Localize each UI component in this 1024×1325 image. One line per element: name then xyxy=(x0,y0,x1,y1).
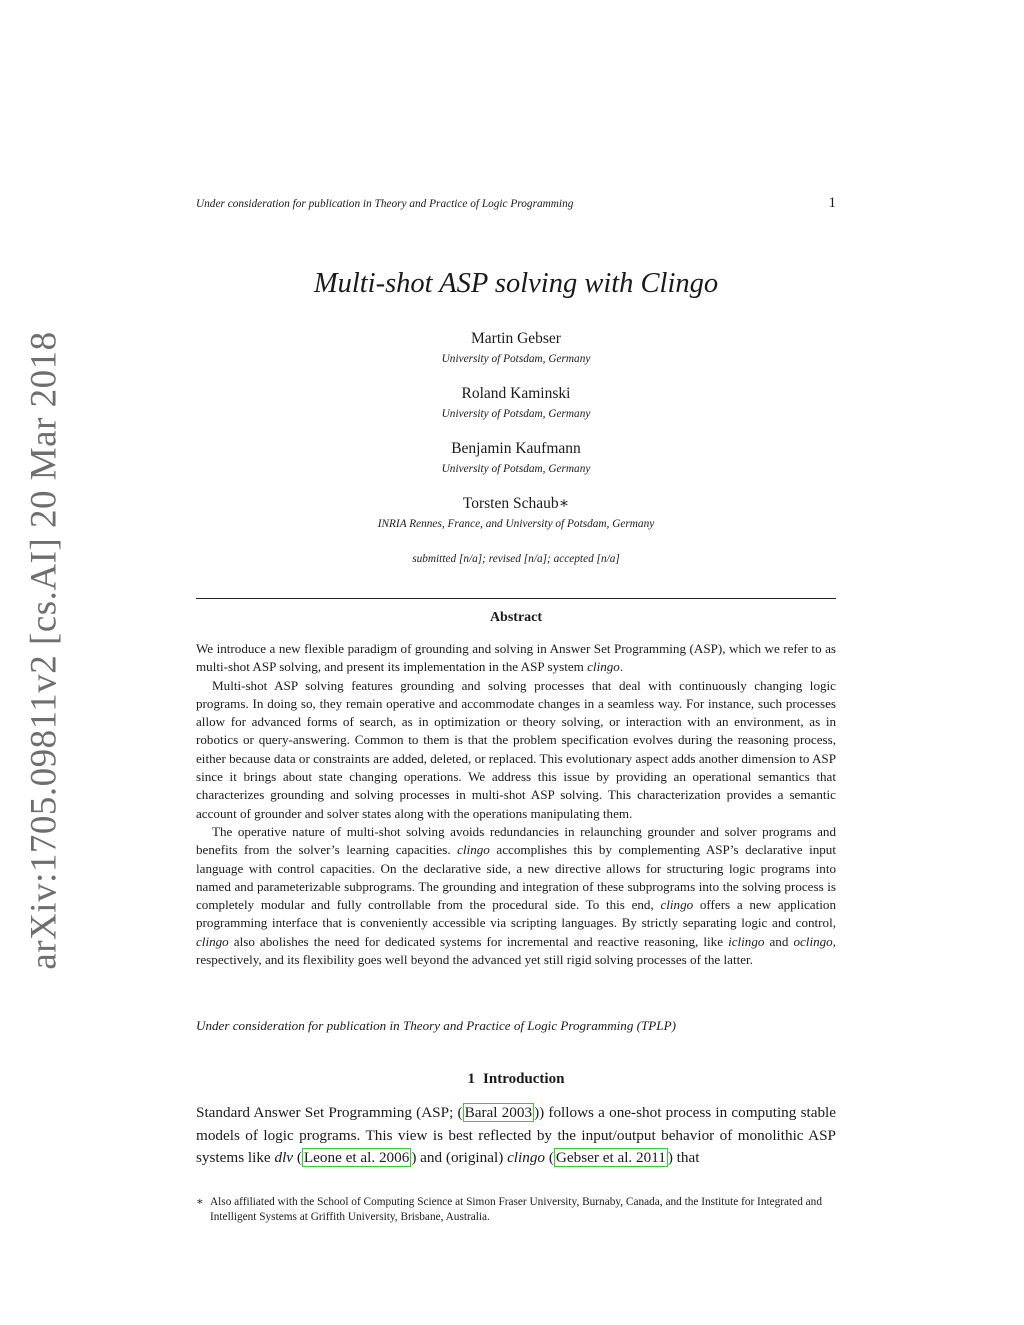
author-name: Benjamin Kaufmann xyxy=(451,440,581,457)
section-number: 1 xyxy=(467,1071,476,1087)
publication-note: Under consideration for publication in Theory and Practice of Logic Programming (TPLP) xyxy=(196,1018,676,1033)
author-block-schaub xyxy=(196,495,836,531)
author-affiliation: University of Potsdam, Germany xyxy=(441,408,591,420)
intro-text: )) follows a one-shot process in computing stable models of logic programs. This view is best reflected by the input/output behavior of monolithic ASP systems like xyxy=(196,1104,837,1166)
abstract-body xyxy=(196,640,836,969)
abstract-paragraph xyxy=(196,640,836,677)
abstract-text: We introduce a new flexible paradigm of grounding and solving in Answer Set Programming (ASP), which we refer to as multi-shot ASP solving, and present its implementation in the ASP system xyxy=(196,641,836,675)
abstract-text: accomplishes this by complementing ASP’s declarative input language with control capacities. On the declarative side, a new directive allows for structuring logic programs into named and parameterizable subprograms. The grounding and integration of these subprograms into the solving process is completely modular and fully controllable from the procedural side. To this end, xyxy=(196,842,836,913)
section-heading xyxy=(196,1071,836,1088)
system-name: clingo xyxy=(507,1149,546,1166)
introduction-body xyxy=(196,1102,836,1170)
system-name: iclingo xyxy=(728,933,765,949)
abstract-paragraph: Multi-shot ASP solving features grounding and solving processes that deal with continuously changing logic programs. In doing so, they remain operative and accommodate changes in a seamless way. For instance, such processes allow for advanced forms of search, as in optimization or theory solving, or interaction with an environment, as in robotics or query-answering. Common to them is that the problem specification evolves during the reasoning process, either because data or constraints are added, deleted, or replaced. This evolutionary aspect adds another dimension to ASP since it brings about state changing operations. We address this issue by providing an operational semantics that characterizes grounding and solving processes in multi-shot ASP solving. This characterization provides a semantic account of grounder and solver states along with the operations manipulating them. xyxy=(196,677,836,821)
system-name: dlv xyxy=(274,1149,294,1166)
author-name-with-footnote xyxy=(196,495,836,513)
running-head-text: Under consideration for publication in Theory and Practice of Logic Programming xyxy=(196,198,574,210)
abstract-heading: Abstract xyxy=(489,610,543,625)
author-block-kaminski xyxy=(196,385,836,421)
intro-paragraph xyxy=(196,1102,836,1170)
author-name: Roland Kaminski xyxy=(461,385,571,402)
citation-link-gebser[interactable]: Gebser et al. 2011 xyxy=(555,1149,666,1166)
abstract-text: , respectively, and its flexibility goes well beyond the advanced yet still rigid solving processes of the latter. xyxy=(196,933,837,968)
submission-status: submitted [n/a]; revised [n/a]; accepted [n/a] xyxy=(412,553,620,565)
author-affiliation: University of Potsdam, Germany xyxy=(441,463,591,475)
system-name: clingo xyxy=(587,659,620,675)
footnote-text: Also affiliated with the School of Computing Science at Simon Fraser University, Burnaby, Canada, and the Institute for Integrated and Intelligent Systems at Griffith University, Brisbane, Australia. xyxy=(210,1196,822,1223)
running-head xyxy=(196,195,836,212)
intro-text: ( xyxy=(293,1149,302,1166)
system-name: clingo xyxy=(660,897,694,913)
intro-text: ) that xyxy=(667,1149,700,1166)
abstract-divider xyxy=(196,598,836,599)
intro-text: ) and (original) xyxy=(411,1149,508,1166)
author-name: Torsten Schaub xyxy=(462,495,559,512)
system-name: clingo xyxy=(196,933,229,949)
footnote-mark: ∗ xyxy=(196,1196,204,1208)
system-name: oclingo xyxy=(793,933,833,949)
paper-title: Multi-shot ASP solving with Clingo xyxy=(313,268,719,299)
author-block-gebser xyxy=(196,330,836,366)
system-name: clingo xyxy=(457,842,490,858)
intro-text: Standard Answer Set Programming (ASP; ( xyxy=(196,1104,463,1121)
abstract-text: The operative nature of multi-shot solving avoids redundancies in relaunching grounder and solver programs and benefits from the solver’s learning capacities. xyxy=(196,823,836,858)
abstract-paragraph xyxy=(196,823,836,969)
abstract-text: . xyxy=(619,659,624,675)
author-block-kaufmann xyxy=(196,440,836,476)
abstract-text: offers a new application programming interface that is conveniently accessible via scripting languages. By strictly separating logic and control, xyxy=(196,897,836,931)
citation-link-baral[interactable]: Baral 2003 xyxy=(464,1104,533,1121)
author-name: Martin Gebser xyxy=(471,330,561,347)
footnote xyxy=(196,1195,836,1225)
page-number: 1 xyxy=(828,195,836,211)
author-affiliation: INRIA Rennes, France, and University of Potsdam, Germany xyxy=(377,518,655,530)
arxiv-identifier-text: arXiv:1705.09811v2 [cs.AI] 20 Mar 2018 xyxy=(23,330,65,970)
section-title: Introduction xyxy=(483,1071,565,1087)
arxiv-identifier-stamp xyxy=(23,330,65,970)
abstract-text: also abolishes the need for dedicated systems for incremental and reactive reasoning, like xyxy=(228,933,729,949)
abstract-text: and xyxy=(764,933,794,949)
intro-text: ( xyxy=(545,1149,554,1166)
citation-link-leone[interactable]: Leone et al. 2006 xyxy=(303,1149,410,1166)
author-footnote-mark: ∗ xyxy=(558,495,570,512)
author-affiliation: University of Potsdam, Germany xyxy=(441,353,591,365)
